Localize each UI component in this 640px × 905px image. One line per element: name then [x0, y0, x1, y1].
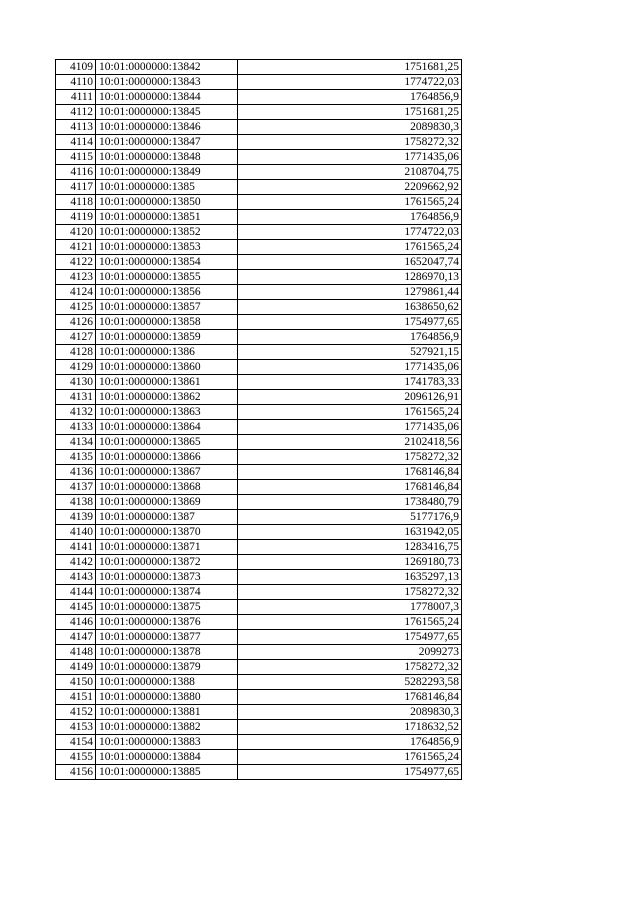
- table-row: [56, 240, 462, 255]
- row-number-cell: 4155: [56, 750, 96, 765]
- cadastral-number-cell: 10:01:0000000:13879: [96, 660, 238, 675]
- cadastral-number-cell: 10:01:0000000:13870: [96, 525, 238, 540]
- table-row: [56, 480, 462, 495]
- row-number-cell: 4112: [56, 105, 96, 120]
- table-row: [56, 510, 462, 525]
- row-number-cell: 4134: [56, 435, 96, 450]
- cadastral-number-cell: 10:01:0000000:13862: [96, 390, 238, 405]
- table-row: [56, 750, 462, 765]
- row-number-cell: 4123: [56, 270, 96, 285]
- cadastral-value-cell: 1771435,06: [238, 420, 462, 435]
- cadastral-number-cell: 10:01:0000000:13873: [96, 570, 238, 585]
- row-number-cell: 4149: [56, 660, 96, 675]
- row-number-cell: 4124: [56, 285, 96, 300]
- table-row: [56, 150, 462, 165]
- table-row: [56, 420, 462, 435]
- cadastral-value-cell: 1771435,06: [238, 150, 462, 165]
- table-row: [56, 105, 462, 120]
- cadastral-number-cell: 10:01:0000000:13854: [96, 255, 238, 270]
- table-row: [56, 390, 462, 405]
- row-number-cell: 4142: [56, 555, 96, 570]
- cadastral-number-cell: 10:01:0000000:13874: [96, 585, 238, 600]
- table-row: [56, 585, 462, 600]
- table-row: [56, 195, 462, 210]
- row-number-cell: 4109: [56, 60, 96, 75]
- table-row: [56, 135, 462, 150]
- table-row: [56, 300, 462, 315]
- row-number-cell: 4133: [56, 420, 96, 435]
- cadastral-value-cell: 1764856,9: [238, 90, 462, 105]
- cadastral-value-cell: 1754977,65: [238, 765, 462, 780]
- cadastral-number-cell: 10:01:0000000:1386: [96, 345, 238, 360]
- row-number-cell: 4116: [56, 165, 96, 180]
- cadastral-value-cell: 1269180,73: [238, 555, 462, 570]
- row-number-cell: 4135: [56, 450, 96, 465]
- row-number-cell: 4152: [56, 705, 96, 720]
- table-row: [56, 255, 462, 270]
- cadastral-number-cell: 10:01:0000000:13848: [96, 150, 238, 165]
- row-number-cell: 4143: [56, 570, 96, 585]
- cadastral-value-cell: 2089830,3: [238, 705, 462, 720]
- table-row: [56, 120, 462, 135]
- table-row: [56, 495, 462, 510]
- cadastral-value-cell: 1761565,24: [238, 195, 462, 210]
- table-row: [56, 450, 462, 465]
- cadastral-value-cell: 1768146,84: [238, 690, 462, 705]
- cadastral-value-cell: 1761565,24: [238, 750, 462, 765]
- cadastral-number-cell: 10:01:0000000:13856: [96, 285, 238, 300]
- cadastral-number-cell: 10:01:0000000:13876: [96, 615, 238, 630]
- row-number-cell: 4110: [56, 75, 96, 90]
- table-row: [56, 285, 462, 300]
- cadastral-number-cell: 10:01:0000000:13851: [96, 210, 238, 225]
- cadastral-value-cell: 2209662,92: [238, 180, 462, 195]
- cadastral-number-cell: 10:01:0000000:13842: [96, 60, 238, 75]
- cadastral-number-cell: 10:01:0000000:13859: [96, 330, 238, 345]
- table-row: [56, 690, 462, 705]
- row-number-cell: 4145: [56, 600, 96, 615]
- cadastral-value-cell: 1741783,33: [238, 375, 462, 390]
- cadastral-number-cell: 10:01:0000000:1385: [96, 180, 238, 195]
- cadastral-value-cell: 1764856,9: [238, 330, 462, 345]
- row-number-cell: 4153: [56, 720, 96, 735]
- row-number-cell: 4137: [56, 480, 96, 495]
- table-row: [56, 720, 462, 735]
- row-number-cell: 4146: [56, 615, 96, 630]
- cadastral-value-cell: 1738480,79: [238, 495, 462, 510]
- table-row: [56, 360, 462, 375]
- table-row: [56, 90, 462, 105]
- row-number-cell: 4148: [56, 645, 96, 660]
- cadastral-number-cell: 10:01:0000000:13878: [96, 645, 238, 660]
- cadastral-number-cell: 10:01:0000000:13865: [96, 435, 238, 450]
- cadastral-number-cell: 10:01:0000000:13855: [96, 270, 238, 285]
- table-row: [56, 735, 462, 750]
- cadastral-value-cell: 1758272,32: [238, 660, 462, 675]
- row-number-cell: 4129: [56, 360, 96, 375]
- cadastral-number-cell: 10:01:0000000:13881: [96, 705, 238, 720]
- cadastral-value-cell: 1638650,62: [238, 300, 462, 315]
- table-row: [56, 660, 462, 675]
- table-row: [56, 540, 462, 555]
- table-row: [56, 165, 462, 180]
- table-row: [56, 270, 462, 285]
- row-number-cell: 4121: [56, 240, 96, 255]
- cadastral-value-cell: 1771435,06: [238, 360, 462, 375]
- row-number-cell: 4144: [56, 585, 96, 600]
- row-number-cell: 4117: [56, 180, 96, 195]
- cadastral-value-cell: 1758272,32: [238, 135, 462, 150]
- row-number-cell: 4132: [56, 405, 96, 420]
- cadastral-value-cell: 1286970,13: [238, 270, 462, 285]
- table-row: [56, 75, 462, 90]
- cadastral-value-cell: 2096126,91: [238, 390, 462, 405]
- cadastral-value-cell: 1652047,74: [238, 255, 462, 270]
- cadastral-number-cell: 10:01:0000000:13843: [96, 75, 238, 90]
- table-row: [56, 465, 462, 480]
- row-number-cell: 4139: [56, 510, 96, 525]
- row-number-cell: 4125: [56, 300, 96, 315]
- cadastral-number-cell: 10:01:0000000:13860: [96, 360, 238, 375]
- cadastral-value-cell: 1774722,03: [238, 75, 462, 90]
- cadastral-value-table: [55, 59, 462, 780]
- cadastral-number-cell: 10:01:0000000:13863: [96, 405, 238, 420]
- cadastral-value-cell: 1283416,75: [238, 540, 462, 555]
- cadastral-number-cell: 10:01:0000000:13853: [96, 240, 238, 255]
- table-row: [56, 600, 462, 615]
- table-row: [56, 180, 462, 195]
- cadastral-value-cell: 1761565,24: [238, 405, 462, 420]
- cadastral-number-cell: 10:01:0000000:13849: [96, 165, 238, 180]
- cadastral-number-cell: 10:01:0000000:13847: [96, 135, 238, 150]
- table-row: [56, 765, 462, 780]
- row-number-cell: 4154: [56, 735, 96, 750]
- table-body: [56, 60, 462, 780]
- cadastral-value-cell: 1751681,25: [238, 105, 462, 120]
- cadastral-value-cell: 1768146,84: [238, 480, 462, 495]
- cadastral-value-cell: 1754977,65: [238, 630, 462, 645]
- cadastral-value-cell: 1758272,32: [238, 585, 462, 600]
- row-number-cell: 4126: [56, 315, 96, 330]
- row-number-cell: 4141: [56, 540, 96, 555]
- cadastral-value-cell: 1754977,65: [238, 315, 462, 330]
- table-row: [56, 615, 462, 630]
- cadastral-value-cell: 1718632,52: [238, 720, 462, 735]
- cadastral-value-cell: 1761565,24: [238, 240, 462, 255]
- cadastral-number-cell: 10:01:0000000:13858: [96, 315, 238, 330]
- table-row: [56, 555, 462, 570]
- cadastral-value-cell: 1764856,9: [238, 210, 462, 225]
- cadastral-number-cell: 10:01:0000000:13867: [96, 465, 238, 480]
- cadastral-number-cell: 10:01:0000000:13869: [96, 495, 238, 510]
- row-number-cell: 4156: [56, 765, 96, 780]
- cadastral-number-cell: 10:01:0000000:13871: [96, 540, 238, 555]
- cadastral-value-cell: 527921,15: [238, 345, 462, 360]
- cadastral-value-cell: 1635297,13: [238, 570, 462, 585]
- table-row: [56, 645, 462, 660]
- table-row: [56, 345, 462, 360]
- table-row: [56, 60, 462, 75]
- cadastral-number-cell: 10:01:0000000:13864: [96, 420, 238, 435]
- table-row: [56, 225, 462, 240]
- row-number-cell: 4130: [56, 375, 96, 390]
- cadastral-number-cell: 10:01:0000000:13861: [96, 375, 238, 390]
- cadastral-number-cell: 10:01:0000000:1388: [96, 675, 238, 690]
- table-row: [56, 630, 462, 645]
- table-row: [56, 435, 462, 450]
- row-number-cell: 4147: [56, 630, 96, 645]
- cadastral-value-cell: 1761565,24: [238, 615, 462, 630]
- row-number-cell: 4151: [56, 690, 96, 705]
- cadastral-value-cell: 2089830,3: [238, 120, 462, 135]
- cadastral-value-cell: 1764856,9: [238, 735, 462, 750]
- cadastral-number-cell: 10:01:0000000:13872: [96, 555, 238, 570]
- cadastral-number-cell: 10:01:0000000:13875: [96, 600, 238, 615]
- cadastral-number-cell: 10:01:0000000:13850: [96, 195, 238, 210]
- cadastral-value-cell: 1751681,25: [238, 60, 462, 75]
- cadastral-number-cell: 10:01:0000000:13857: [96, 300, 238, 315]
- row-number-cell: 4120: [56, 225, 96, 240]
- cadastral-value-cell: 2099273: [238, 645, 462, 660]
- cadastral-value-cell: 2108704,75: [238, 165, 462, 180]
- cadastral-value-cell: 1631942,05: [238, 525, 462, 540]
- table-row: [56, 315, 462, 330]
- row-number-cell: 4127: [56, 330, 96, 345]
- cadastral-number-cell: 10:01:0000000:13880: [96, 690, 238, 705]
- cadastral-value-cell: 1778007,3: [238, 600, 462, 615]
- cadastral-number-cell: 10:01:0000000:13844: [96, 90, 238, 105]
- table-row: [56, 675, 462, 690]
- row-number-cell: 4128: [56, 345, 96, 360]
- row-number-cell: 4140: [56, 525, 96, 540]
- table-row: [56, 405, 462, 420]
- table-row: [56, 330, 462, 345]
- row-number-cell: 4136: [56, 465, 96, 480]
- cadastral-value-cell: 1279861,44: [238, 285, 462, 300]
- cadastral-number-cell: 10:01:0000000:13885: [96, 765, 238, 780]
- table-row: [56, 210, 462, 225]
- cadastral-value-cell: 1768146,84: [238, 465, 462, 480]
- row-number-cell: 4118: [56, 195, 96, 210]
- row-number-cell: 4115: [56, 150, 96, 165]
- cadastral-number-cell: 10:01:0000000:13852: [96, 225, 238, 240]
- cadastral-value-cell: 1774722,03: [238, 225, 462, 240]
- cadastral-number-cell: 10:01:0000000:13884: [96, 750, 238, 765]
- cadastral-number-cell: 10:01:0000000:13866: [96, 450, 238, 465]
- row-number-cell: 4131: [56, 390, 96, 405]
- cadastral-number-cell: 10:01:0000000:13845: [96, 105, 238, 120]
- table-row: [56, 375, 462, 390]
- row-number-cell: 4114: [56, 135, 96, 150]
- row-number-cell: 4138: [56, 495, 96, 510]
- row-number-cell: 4111: [56, 90, 96, 105]
- row-number-cell: 4113: [56, 120, 96, 135]
- cadastral-number-cell: 10:01:0000000:13868: [96, 480, 238, 495]
- cadastral-value-cell: 2102418,56: [238, 435, 462, 450]
- table-row: [56, 525, 462, 540]
- table-row: [56, 705, 462, 720]
- cadastral-number-cell: 10:01:0000000:13883: [96, 735, 238, 750]
- cadastral-value-cell: 5177176,9: [238, 510, 462, 525]
- cadastral-value-cell: 1758272,32: [238, 450, 462, 465]
- cadastral-number-cell: 10:01:0000000:13882: [96, 720, 238, 735]
- cadastral-number-cell: 10:01:0000000:1387: [96, 510, 238, 525]
- cadastral-number-cell: 10:01:0000000:13846: [96, 120, 238, 135]
- cadastral-value-cell: 5282293,58: [238, 675, 462, 690]
- row-number-cell: 4150: [56, 675, 96, 690]
- row-number-cell: 4119: [56, 210, 96, 225]
- row-number-cell: 4122: [56, 255, 96, 270]
- table-row: [56, 570, 462, 585]
- cadastral-number-cell: 10:01:0000000:13877: [96, 630, 238, 645]
